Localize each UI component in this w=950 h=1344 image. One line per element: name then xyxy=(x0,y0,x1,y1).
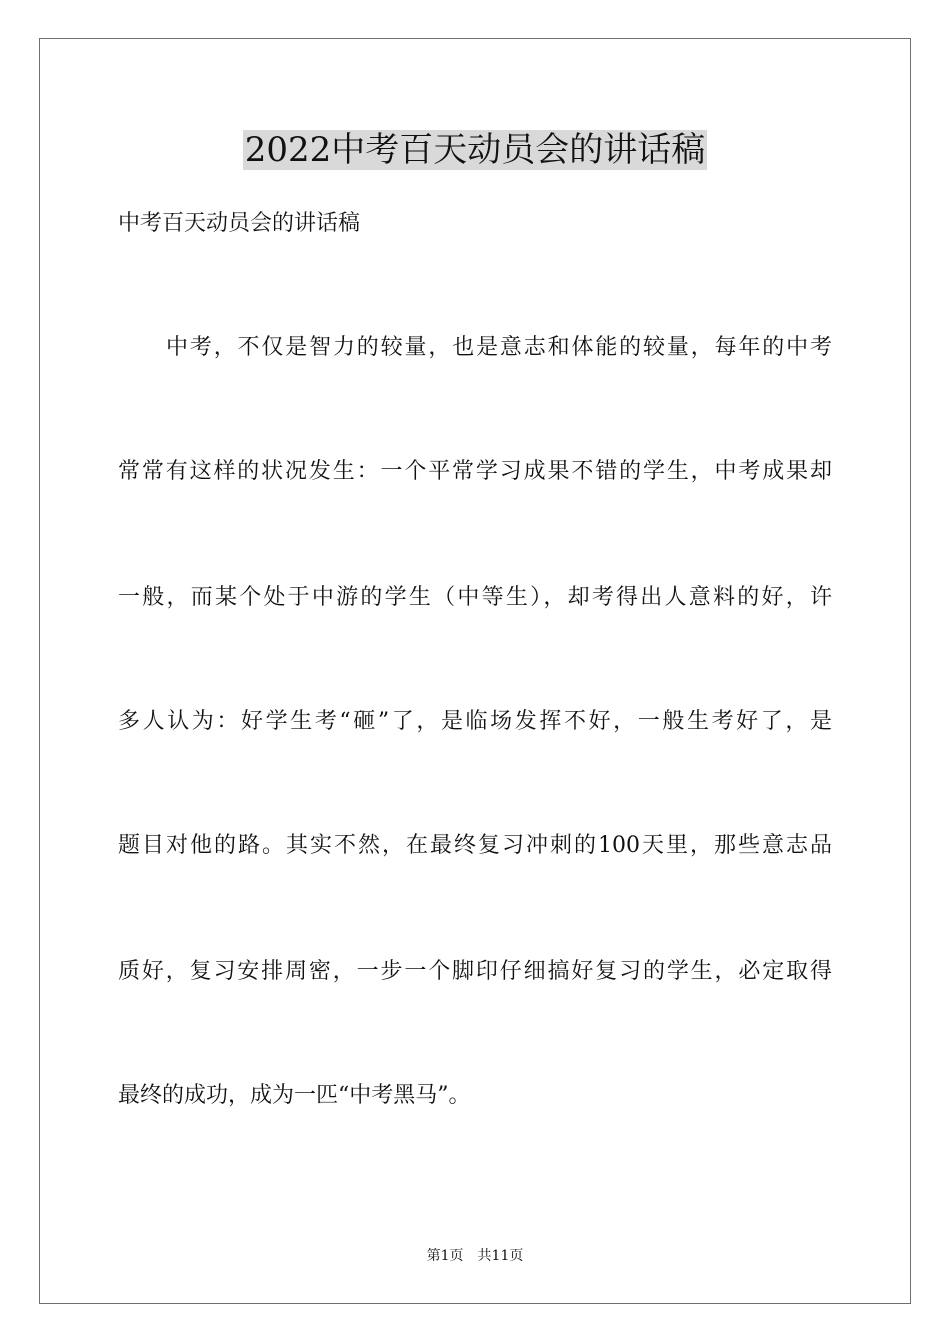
body-line-3: 一般，而某个处于中游的学生（中等生），却考得出人意料的好，许 xyxy=(118,585,832,610)
page-footer: 第1页 共11页 xyxy=(426,1248,524,1264)
body-line-7: 最终的成功，成为一匹“中考黑马”。 xyxy=(118,1083,471,1108)
document-title-text: 2022中考百天动员会的讲话稿 xyxy=(244,130,706,170)
body-line-5: 题目对他的路。其实不然，在最终复习冲刺的100天里，那些意志品 xyxy=(118,833,832,858)
body-line-4: 多人认为：好学生考“砸”了，是临场发挥不好，一般生考好了，是 xyxy=(118,709,832,734)
document-subtitle: 中考百天动员会的讲话稿 xyxy=(118,211,361,236)
document-title xyxy=(0,128,950,172)
body-line-2: 常常有这样的状况发生：一个平常学习成果不错的学生，中考成果却 xyxy=(118,459,832,484)
body-line-6: 质好，复习安排周密，一步一个脚印仔细搞好复习的学生，必定取得 xyxy=(118,959,832,984)
body-line-1: 中考，不仅是智力的较量，也是意志和体能的较量，每年的中考 xyxy=(166,335,832,360)
